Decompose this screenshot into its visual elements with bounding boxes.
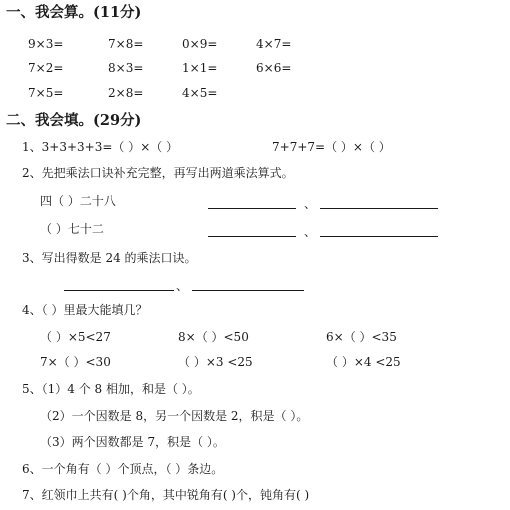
section1-heading: 一、我会算。(11分) [6, 4, 142, 21]
calc-item: 2×8= [108, 86, 144, 100]
calc-item: 4×7= [256, 37, 292, 51]
calc-item: 9×3= [28, 37, 64, 51]
answer-blank[interactable] [320, 236, 438, 237]
calc-item: 1×1= [182, 61, 218, 75]
q7-text: 7、红领巾上共有( )个角，其中锐角有( )个，钝角有( ) [22, 488, 310, 502]
q4-item: 6×（ ）<35 [326, 330, 397, 344]
q4-item: （ ）×3 <25 [178, 355, 253, 369]
separator: 、 [304, 225, 317, 239]
section2-heading: 二、我会填。(29分) [6, 112, 142, 129]
calc-item: 8×3= [108, 61, 144, 75]
q1-right: 7+7+7=（ ）×（ ） [272, 140, 391, 154]
answer-blank[interactable] [208, 236, 296, 237]
q3-prompt: 3、写出得数是 24 的乘法口诀。 [22, 251, 197, 265]
calc-item: 7×2= [28, 61, 64, 75]
calc-item: 0×9= [182, 37, 218, 51]
q2-line1-mnemonic: 四（ ）二十八 [40, 194, 116, 208]
calc-item: 4×5= [182, 86, 218, 100]
answer-blank[interactable] [192, 290, 304, 291]
q2-prompt: 2、先把乘法口诀补充完整，再写出两道乘法算式。 [22, 166, 294, 180]
calc-item: 6×6= [256, 61, 292, 75]
answer-blank[interactable] [320, 208, 438, 209]
answer-blank[interactable] [64, 290, 174, 291]
q4-item: （ ）×5<27 [40, 330, 111, 344]
separator: 、 [304, 197, 317, 211]
calc-item: 7×5= [28, 86, 64, 100]
q4-item: 8×（ ）<50 [178, 330, 249, 344]
q5-item1: 5、（1）4 个 8 相加，和是（ ）。 [22, 382, 200, 396]
q4-item: 7×（ ）<30 [40, 355, 111, 369]
q4-item: （ ）×4 <25 [326, 355, 401, 369]
q5-item3: （3）两个因数都是 7，积是（ ）。 [40, 435, 225, 449]
q5-item2: （2）一个因数是 8，另一个因数是 2，积是（ ）。 [40, 409, 309, 423]
q4-prompt: 4、（ ）里最大能填几？ [22, 303, 148, 317]
answer-blank[interactable] [208, 208, 296, 209]
q6-text: 6、一个角有（ ）个顶点，（ ）条边。 [22, 462, 224, 476]
q2-line2-mnemonic: （ ）七十二 [40, 222, 104, 236]
calc-item: 7×8= [108, 37, 144, 51]
q1-left: 1、3+3+3+3=（ ）×（ ） [22, 140, 179, 154]
separator: 、 [176, 279, 189, 293]
